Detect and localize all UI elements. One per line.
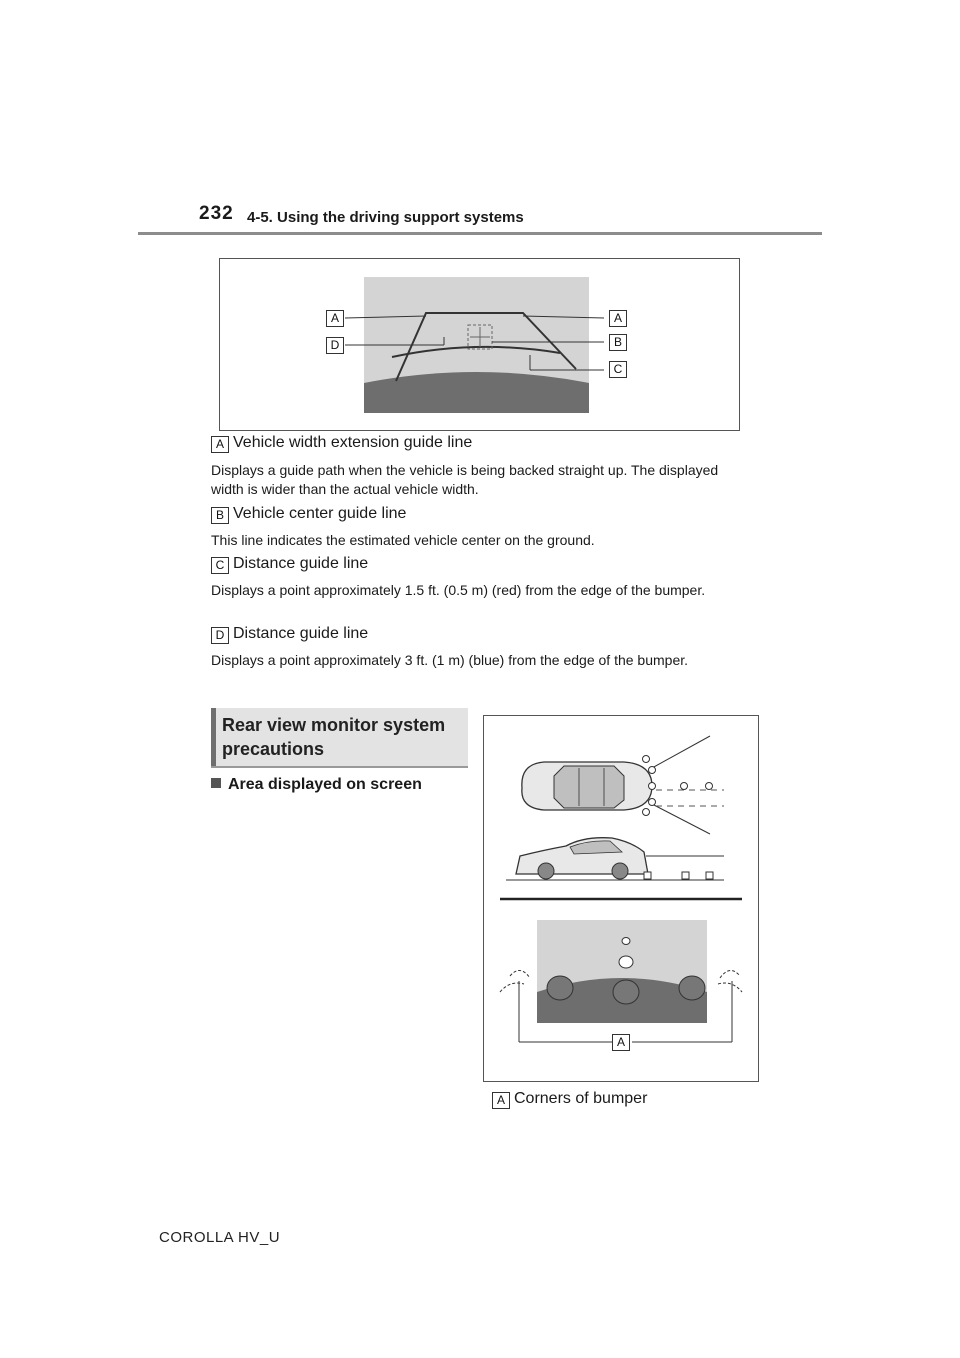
item-desc-b: This line indicates the estimated vehicle center on the ground. — [211, 532, 595, 548]
figure-label-b: B — [609, 334, 627, 351]
precautions-heading: Rear view monitor system precautions — [222, 715, 446, 759]
legend-label-corners: Corners of bumper — [514, 1090, 648, 1107]
section-title: 4-5. Using the driving support systems — [247, 209, 524, 226]
precautions-heading-rule — [211, 766, 468, 768]
item-desc-d: Displays a point approximately 3 ft. (1 m) (blue) from the edge of the bumper. — [211, 652, 689, 668]
figure-label-a-left: A — [326, 310, 344, 327]
guide-lines-figure — [219, 258, 740, 431]
area-displayed-text: Area displayed on screen — [228, 776, 422, 793]
guide-lines-illustration — [220, 259, 739, 430]
item-tag-c: C — [211, 557, 229, 574]
page-number: 232 — [199, 203, 234, 224]
item-label-d: Distance guide line — [233, 625, 369, 642]
legend-tag-a: A — [492, 1092, 510, 1109]
square-bullet-icon — [211, 778, 221, 788]
item-label-c: Distance guide line — [233, 555, 369, 572]
item-tag-b: B — [211, 507, 229, 524]
figure2-label-a: A — [612, 1034, 630, 1051]
figure-label-a-right: A — [609, 310, 627, 327]
display-area-illustration — [484, 716, 758, 1081]
item-desc-a: Displays a guide path when the vehicle is being backed straight up. The displayed width is wider than the actual vehicle width. — [211, 462, 719, 497]
header-rule — [138, 232, 822, 235]
figure-label-d: D — [326, 337, 344, 354]
item-label-a: Vehicle width extension guide line — [233, 434, 473, 451]
footer-model: COROLLA HV_U — [159, 1229, 281, 1246]
area-displayed-heading — [211, 776, 422, 794]
item-tag-d: D — [211, 627, 229, 644]
display-area-figure — [483, 715, 759, 1082]
figure-label-c: C — [609, 361, 627, 378]
item-tag-a: A — [211, 436, 229, 453]
item-label-b: Vehicle center guide line — [233, 505, 407, 522]
item-desc-c: Displays a point approximately 1.5 ft. (0.5 m) (red) from the edge of the bumper. — [211, 582, 706, 598]
